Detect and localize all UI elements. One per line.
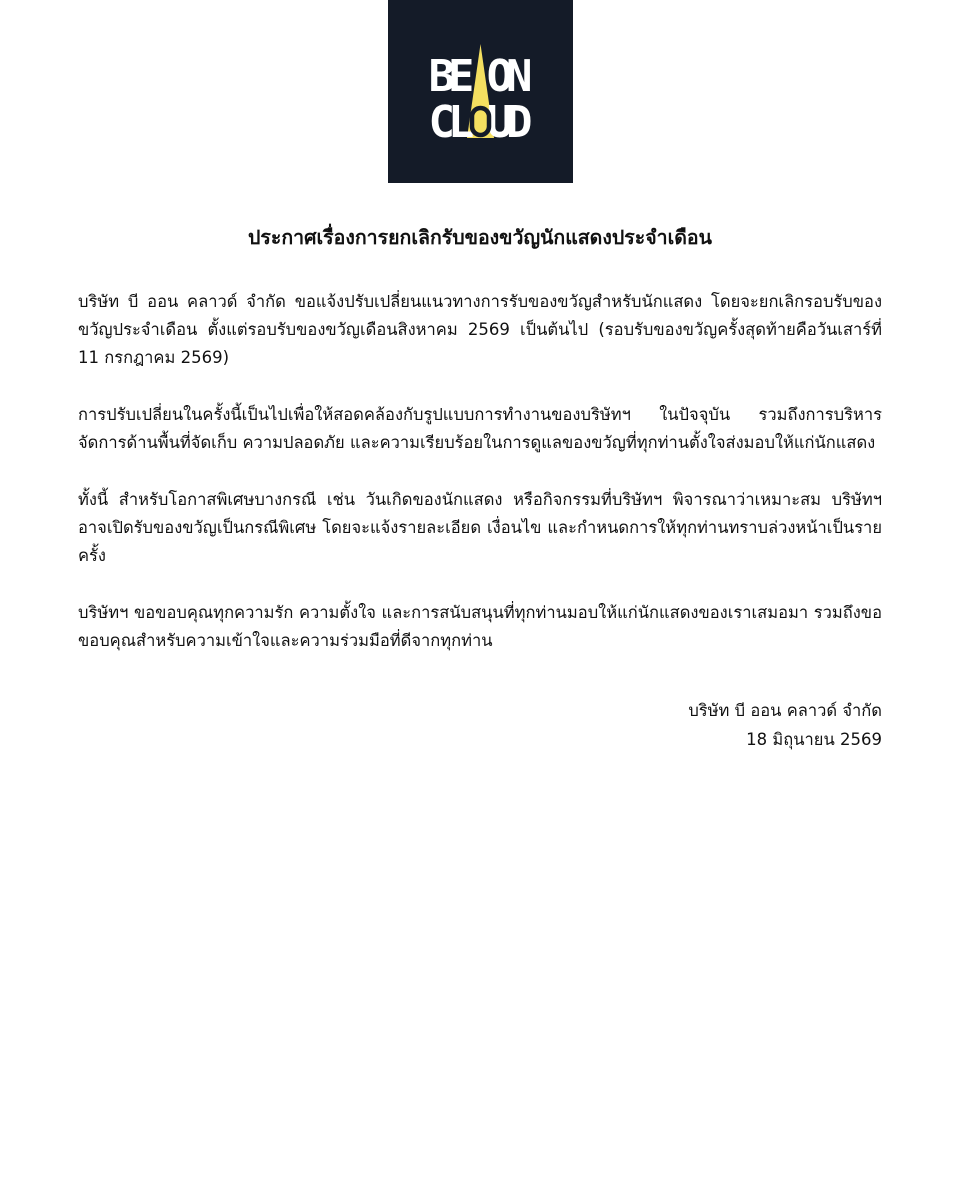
- signature-company: บริษัท บี ออน คลาวด์ จำกัด: [688, 701, 882, 720]
- paragraph-3: ทั้งนี้ สำหรับโอกาสพิเศษบางกรณี เช่น วันเกิดของนักแสดง หรือกิจกรรมที่บริษัทฯ พิจารณาว่าเหมาะสม บริษัทฯ อาจเปิดรับของขวัญเป็นกรณีพิเศษ โดยจะแจ้งรายละเอียด เงื่อนไข และกำหนดการให้ทุกท่านทราบล่วงหน้าเป็นรายครั้ง: [78, 490, 882, 565]
- logo-line-2: CL UD: [428, 97, 533, 148]
- signature-block: [688, 696, 882, 754]
- brand-logo: [388, 0, 573, 183]
- logo-graphic: [388, 0, 573, 183]
- logo-line-1: BE ON: [428, 51, 533, 102]
- paragraph-4: บริษัทฯ ขอขอบคุณทุกความรัก ความตั้งใจ และการสนับสนุนที่ทุกท่านมอบให้แก่นักแสดงของเราเสมอมา รวมถึงขอขอบคุณสำหรับความเข้าใจและความร่วมมือที่ดีจากทุกท่าน: [78, 603, 882, 650]
- announcement-body: [78, 288, 882, 684]
- announcement-title: ประกาศเรื่องการยกเลิกรับของขวัญนักแสดงประจำเดือน: [248, 226, 712, 249]
- signature-date: 18 มิถุนายน 2569: [746, 730, 882, 749]
- paragraph-2: การปรับเปลี่ยนในครั้งนี้เป็นไปเพื่อให้สอดคล้องกับรูปแบบการทำงานของบริษัทฯ ในปัจจุบัน รวมถึงการบริหารจัดการด้านพื้นที่จัดเก็บ ความปลอดภัย และความเรียบร้อยในการดูแลของขวัญที่ทุกท่านตั้งใจส่งมอบให้แก่นักแสดง: [78, 405, 882, 452]
- paragraph-1: บริษัท บี ออน คลาวด์ จำกัด ขอแจ้งปรับเปลี่ยนแนวทางการรับของขวัญสำหรับนักแสดง โดยจะยกเลิกรอบรับของขวัญประจำเดือน ตั้งแต่รอบรับของขวัญเดือนสิงหาคม 2569 เป็นต้นไป (รอบรับของขวัญครั้งสุดท้ายคือวันเสาร์ที่ 11 กรกฎาคม 2569): [78, 292, 882, 367]
